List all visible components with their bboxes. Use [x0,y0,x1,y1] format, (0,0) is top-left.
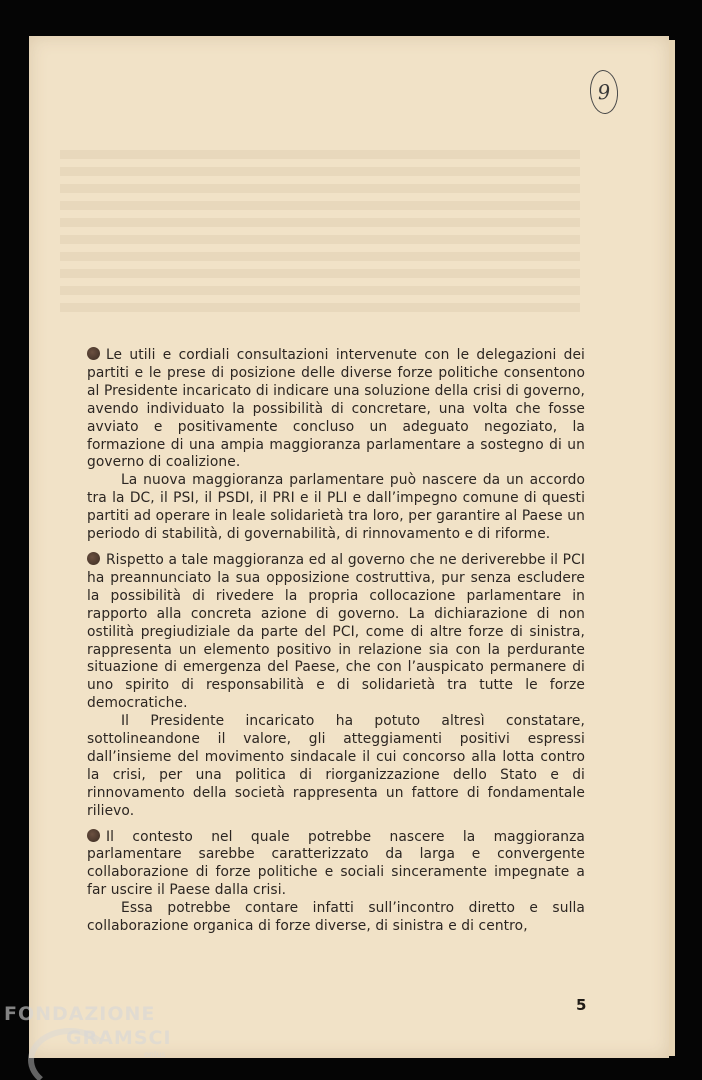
body-text [87,347,585,936]
paragraph-4-text: Il Presidente incaricato ha potuto altresì constatare, sottolineandone il valore, gli atteggiamenti positivi espressi dall’insieme del movimento sindacale il cui concorso alla lotta contro la crisi, per una politica di riorganizzazione dello Stato e di rinnovamento della società rappresenta un fattore di fondamentale rilievo. [87,713,585,819]
watermark-line-2: GRAMSCI [66,1027,172,1049]
show-through-text [60,150,580,320]
page-number: 5 [576,996,587,1014]
paragraph-1 [87,347,585,472]
paragraph-5 [87,829,585,901]
watermark-line-3: onlus [144,1050,166,1059]
handwritten-folio-mark: 9 [588,69,619,115]
paragraph-3-text: Rispetto a tale maggioranza ed al governo che ne deriverebbe il PCI ha preannunciato la sua opposizione costruttiva, pur senza escludere la possibilità di rivedere la propria collocazione parlamentare in rapporto alla concreta azione di governo. La dichiarazione di non ostilità pregiudiziale da parte del PCI, come di altre forze di sinistra, rappresenta un elemento positivo in relazione sia con la perdurante situazione di emergenza del Paese, che con l’auspicato permanere di uno spirito di responsabilità e di solidarietà tra tutte le forze democratiche. [87,551,585,712]
watermark-logo [4,1003,172,1059]
paragraph-6 [87,900,585,936]
paragraph-1-text: Le utili e cordiali consultazioni intervenute con le delegazioni dei partiti e le prese di posizione delle diverse forze politiche consentono al Presidente incaricato di indicare una soluzione della crisi di governo, avendo individuato la possibilità di concretare, una volta che fosse avviato e positivamente concluso un adeguato negoziato, la formazione di una ampia maggioranza parlamentare a sostegno di un governo di coalizione. [87,347,585,471]
paragraph-3 [87,552,585,713]
paragraph-4 [87,713,585,820]
paragraph-5-text: Il contesto nel quale potrebbe nascere la maggioranza parlamentare sarebbe caratterizzato da larga e convergente collaborazione di forze politiche e sociali sinceramente impegnate a far uscire il Paese dalla crisi. [87,828,585,899]
watermark-line-1: FONDAZIONE [4,1003,156,1025]
paragraph-2-text: La nuova maggioranza parlamentare può nascere da un accordo tra la DC, il PSI, il PSDI, il PRI e il PLI e dall’impegno comune di questi partiti ad operare in leale solidarietà tra loro, per garantire al Paese un periodo di stabilità, di governabilità, di rinnovamento e di riforme. [87,472,585,543]
bullet-icon [87,347,100,360]
paragraph-2 [87,472,585,544]
bullet-icon [87,829,100,842]
paragraph-6-text: Essa potrebbe contare infatti sull’incontro diretto e sulla collaborazione organica di forze diverse, di sinistra e di centro, [87,900,585,935]
bullet-icon [87,552,100,565]
